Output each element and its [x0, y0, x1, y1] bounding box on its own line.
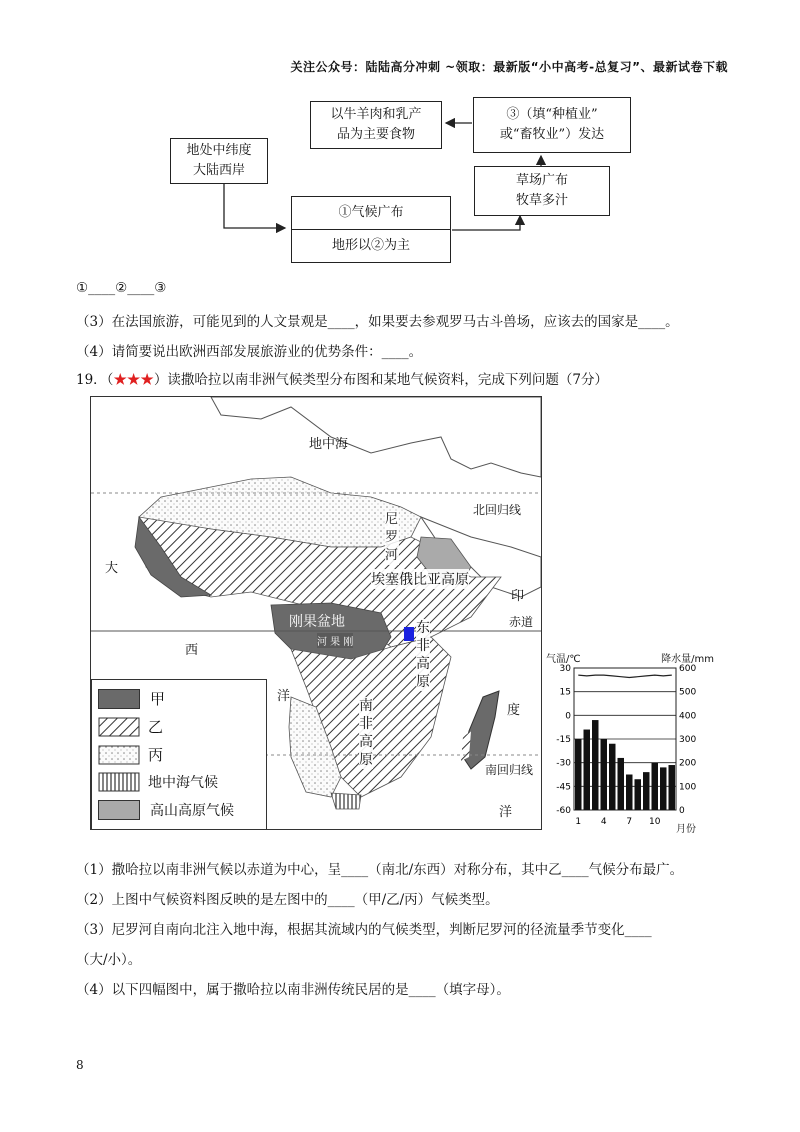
label-mediterranean: 地中海 — [309, 437, 349, 452]
north-landmass — [211, 397, 541, 477]
question-4: （4）请简要说出欧洲西部发展旅游业的优势条件：____。 — [76, 344, 423, 360]
precip-bar — [618, 758, 625, 810]
label-congo-basin: 刚果盆地 — [289, 614, 345, 630]
terrain-text: 地形以②为主 — [331, 238, 410, 253]
label-atlantic-yang: 洋 — [277, 689, 291, 704]
label-south-african-plateau: 南非高原 — [359, 698, 373, 768]
left-tick-label: -60 — [556, 806, 571, 816]
answer-line: ①____②____③ — [76, 280, 167, 296]
difficulty-stars: ★★★ — [113, 372, 154, 388]
climate-box — [291, 196, 451, 230]
africa-climate-map — [90, 396, 542, 830]
legend-label-mediterranean: 地中海气候 — [148, 775, 218, 791]
terrain-box — [291, 229, 451, 263]
climate-text: ①气候广布 — [338, 205, 404, 220]
precip-bar — [626, 775, 633, 811]
question-19 — [76, 368, 608, 388]
temp-axis-label: 气温/℃ — [546, 654, 581, 665]
legend-item-jia — [98, 688, 165, 709]
label-tropic-south: 南回归线 — [485, 763, 534, 777]
location-marker — [404, 627, 414, 641]
location-line-1: 地处中纬度 — [186, 143, 252, 158]
food-line-1: 以牛羊肉和乳产 — [330, 107, 422, 122]
climate-chart-svg — [544, 648, 724, 838]
right-tick-label: 300 — [679, 735, 697, 745]
month-tick-label: 4 — [600, 817, 607, 827]
left-tick-label: -15 — [556, 735, 571, 745]
label-ethiopia: 埃塞俄比亚高原 — [371, 569, 469, 589]
month-tick-label: 10 — [649, 817, 661, 827]
q19-part-4: （4）以下四幅图中，属于撒哈拉以南非洲传统民居的是____（填字母）。 — [76, 982, 510, 998]
left-tick-label: -30 — [556, 758, 571, 769]
legend-item-highland — [98, 800, 234, 820]
label-nile: 尼罗河 — [385, 512, 399, 563]
climate-chart — [544, 648, 724, 838]
zone-mediterranean-cape — [331, 793, 361, 809]
precip-bar — [592, 720, 599, 810]
page-header: 关注公众号：陆陆高分冲刺 ~领取：最新版“小中高考-总复习”、最新试卷下载 — [290, 60, 728, 74]
label-east-african-plateau: 东非高原 — [416, 620, 430, 690]
precip-bar — [575, 739, 582, 810]
label-tropic-north: 北回归线 — [473, 503, 522, 517]
industry-line-1: ③（填“种植业” — [506, 107, 598, 122]
label-atlantic-xi: 西 — [185, 643, 199, 658]
legend-swatch-highland — [98, 800, 140, 820]
right-tick-label: 100 — [679, 782, 697, 793]
q19-text: ）读撒哈拉以南非洲气候类型分布图和某地气候资料，完成下列问题（7分） — [153, 372, 609, 388]
grass-line-1: 草场广布 — [515, 173, 568, 188]
grass-line-2: 牧草多汁 — [515, 193, 568, 208]
grass-box — [474, 166, 610, 216]
label-atlantic-da: 大 — [105, 561, 119, 576]
legend-label-highland: 高山高原气候 — [150, 803, 234, 819]
precip-bar — [652, 763, 659, 810]
legend-item-yi — [98, 716, 163, 737]
location-line-2: 大陆西岸 — [192, 163, 245, 178]
precip-bar — [584, 730, 591, 810]
label-equator: 赤道 — [509, 615, 534, 629]
q19-part-1: （1）撒哈拉以南非洲气候以赤道为中心，呈____（南北/东西）对称分布，其中乙____气候分布最广。 — [76, 862, 684, 878]
right-tick-label: 0 — [679, 806, 685, 816]
left-tick-label: 15 — [559, 687, 571, 698]
precip-bar — [601, 739, 608, 810]
q19-part-3-cont: （大/小）。 — [76, 952, 142, 968]
precip-bar — [669, 765, 676, 810]
label-congo-river: 河 果 刚 — [317, 633, 353, 648]
precip-bar — [643, 772, 650, 810]
label-indian-yin: 印 — [511, 589, 525, 604]
q19-part-3: （3）尼罗河自南向北注入地中海，根据其流域内的气候类型，判断尼罗河的径流量季节变化____ — [76, 922, 652, 938]
industry-line-2: 或“畜牧业”）发达 — [499, 127, 605, 142]
question-3: （3）在法国旅游，可能见到的人文景观是____，如果要去参观罗马古斗兽场，应该去的国家是____。 — [76, 314, 679, 330]
legend-label-bing: 丙 — [148, 746, 164, 764]
month-tick-label: 1 — [575, 817, 582, 827]
page-number: 8 — [76, 1058, 84, 1072]
food-box — [310, 101, 442, 149]
legend-swatch-yi — [98, 717, 140, 737]
legend-swatch-bing — [98, 745, 140, 765]
left-tick-label: 30 — [559, 664, 571, 674]
q19-part-2: （2）上图中气候资料图反映的是左图中的____（甲/乙/丙）气候类型。 — [76, 892, 499, 908]
precip-bar — [660, 767, 667, 810]
temp-line — [578, 675, 672, 677]
label-indian-yang: 洋 — [499, 805, 513, 820]
left-tick-label: -45 — [556, 782, 571, 793]
right-tick-label: 500 — [679, 687, 697, 698]
legend-item-bing — [98, 744, 163, 765]
legend-swatch-jia — [98, 689, 140, 709]
left-tick-label: 0 — [565, 711, 571, 722]
month-tick-label: 7 — [626, 817, 633, 827]
legend-label-jia: 甲 — [150, 690, 166, 708]
month-axis-label: 月份 — [676, 824, 696, 835]
right-tick-label: 200 — [679, 758, 697, 769]
legend-swatch-mediterranean — [98, 772, 140, 792]
precip-bar — [609, 744, 616, 810]
precip-axis-label: 降水量/mm — [661, 654, 714, 665]
right-tick-label: 400 — [679, 711, 697, 722]
food-line-2: 品为主要食物 — [336, 127, 415, 142]
legend-item-mediterranean — [98, 772, 218, 792]
right-tick-label: 600 — [679, 664, 697, 674]
label-indian-du: 度 — [507, 703, 521, 718]
legend-label-yi: 乙 — [148, 718, 164, 736]
precip-bar — [635, 779, 642, 810]
q19-prefix: 19．（ — [76, 372, 114, 388]
location-box — [170, 138, 268, 184]
map-legend — [91, 679, 267, 830]
industry-box — [473, 97, 631, 153]
